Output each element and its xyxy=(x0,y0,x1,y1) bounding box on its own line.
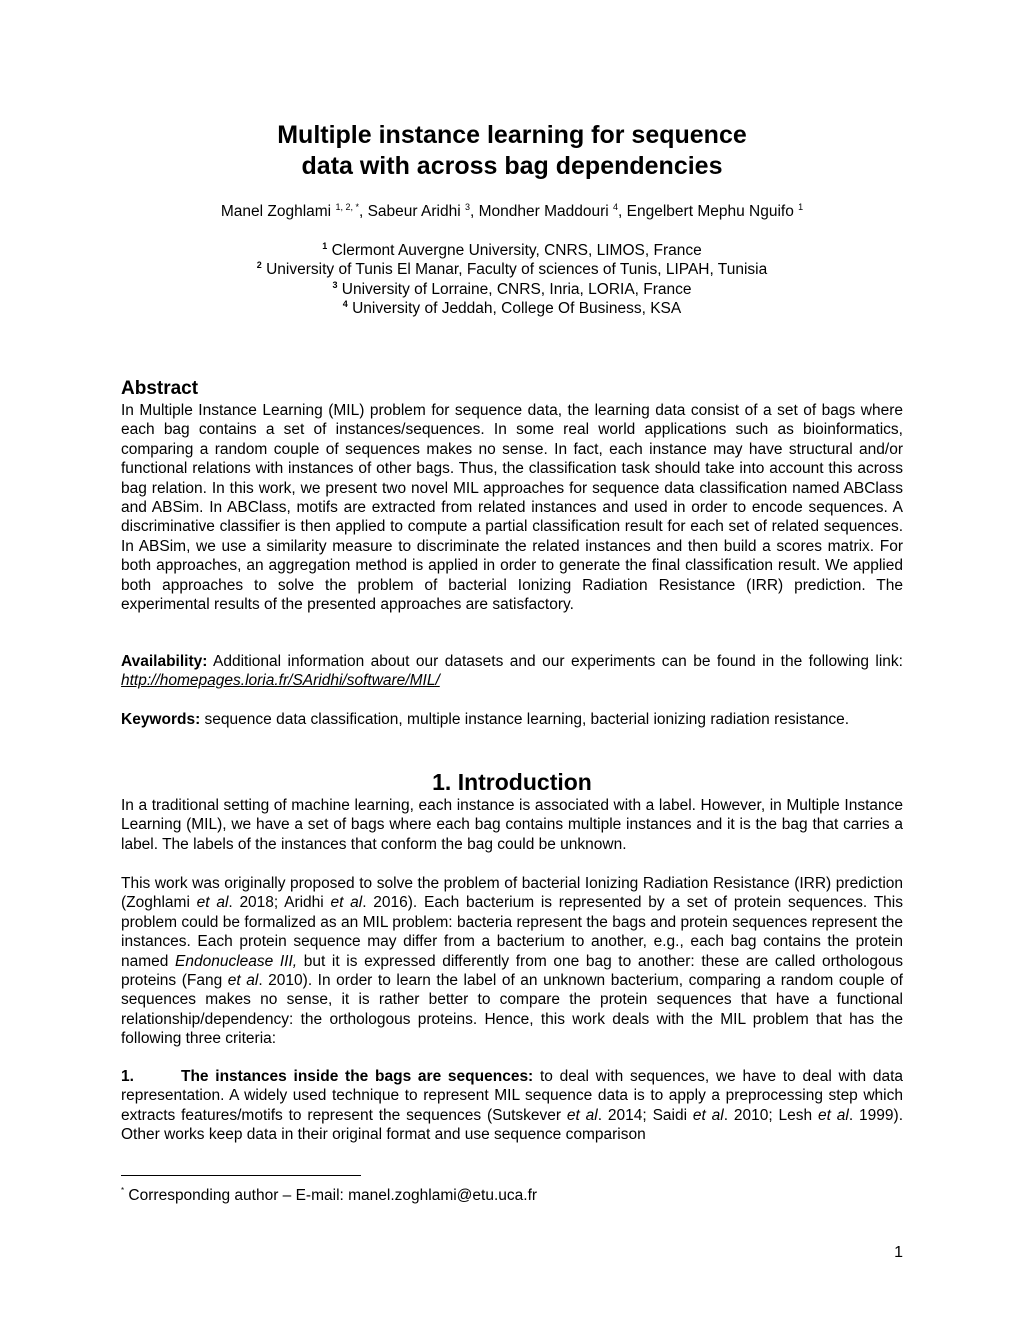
abstract-body: In Multiple Instance Learning (MIL) problem for sequence data, the learning data consist of a set of bags where each bag contains a set of instances/sequences. In some real world applications such as bioinformatics, comparing a random couple of sequences makes no sense. In fact, each instance may have structural and/or functional relations with instances of other bags. Thus, the classification task should take into account this across bag relation. In this work, we present two novel MIL approaches for sequence data classification named ABClass and ABSim. In ABClass, motifs are extracted from related instances and used in order to encode sequences. A discriminative classifier is then applied to compute a partial classification result for each set of related sequences. In ABSim, we use a similarity measure to discriminate the related instances and then build a scores matrix. For both approaches, an aggregation method is applied in order to generate the final classification result. We applied both approaches to solve the problem of bacterial Ionizing Radiation Resistance (IRR) prediction. The experimental results of the presented approaches are satisfactory. xyxy=(121,402,903,614)
keywords-paragraph: Keywords: sequence data classification, multiple instance learning, bacterial ionizing radiation resistance. xyxy=(121,711,850,728)
paper-title xyxy=(121,120,903,182)
abstract-heading: Abstract xyxy=(121,378,199,399)
author-name: Engelbert Mephu Nguifo xyxy=(626,203,794,220)
keywords-label: Keywords: xyxy=(121,711,201,728)
affiliation: $^3$ University of Lorraine, CNRS, Inria, LORIA, France xyxy=(332,279,692,298)
footnote xyxy=(121,1186,537,1205)
author-affiliation-marks: 1, 2, * xyxy=(335,202,359,212)
criterion-title: The instances inside the bags are sequences: xyxy=(181,1068,534,1085)
affiliation-list xyxy=(121,241,903,319)
footnote-text: Corresponding author – E-mail: manel.zoghlami@etu.uca.fr xyxy=(124,1187,538,1204)
author-affiliation-marks: 3 xyxy=(464,202,470,212)
intro-paragraph-2: This work was originally proposed to solve the problem of bacterial Ionizing Radiation Resistance (IRR) prediction (Zoghlami et al. 2018; Aridhi et al. 2016). Each bacterium is represented by a set of protein sequences. This problem could be formalized as an MIL problem: bacteria represent the bags and protein sequences represent the instances. Each protein sequence may differ from a bacterium to another, e.g., each bag contains the protein named Endonuclease III, but it is expressed differently from one bag to another: these are called orthologous proteins (Fang et al. 2010). In order to learn the label of an unknown bacterium, comparing a random couple of sequences makes no sense, it is rather better to compare the protein sequences that have a functional relationship/dependency: the orthologous proteins. Hence, this work deals with the MIL problem that has the following three criteria: xyxy=(121,875,904,1048)
author-affiliation-marks: 4 xyxy=(613,202,619,212)
affiliation: $^2$ University of Tunis El Manar, Faculty of sciences of Tunis, LIPAH, Tunisia xyxy=(256,260,768,279)
title-line-1: Multiple instance learning for sequence xyxy=(277,121,747,149)
footnote-divider xyxy=(121,1175,361,1176)
author-affiliation-marks: 1 xyxy=(798,202,804,212)
title-line-2: data with across bag dependencies xyxy=(301,152,723,180)
footnote-mark: * xyxy=(121,1186,125,1195)
affiliation: $^4$ University of Jeddah, College Of Business, KSA xyxy=(342,299,682,318)
author-name: Sabeur Aridhi xyxy=(367,203,461,220)
author-list: Manel Zoghlami $^{1, 2, *}$, Sabeur Aridhi $^3$, Mondher Maddouri $^4$, Engelbert Mephu Nguifo $^1$ xyxy=(220,202,804,220)
criterion-number: 1. xyxy=(121,1068,134,1085)
affiliation: $^1$ Clermont Auvergne University, CNRS, LIMOS, France xyxy=(322,241,702,259)
author-name: Mondher Maddouri xyxy=(478,203,609,220)
availability-label: Availability: xyxy=(121,653,208,670)
protein-name: Endonuclease III, xyxy=(175,952,298,970)
criterion-1-paragraph: 1. The instances inside the bags are sequences: to deal with sequences, we have to deal with data representation. A widely used technique to represent MIL sequence data is to apply a preprocessing step which extracts features/motifs to represent the sequences (Sutskever et al. 2014; Saidi et al. 2010; Lesh et al. 1999). Other works keep data in their original format and use sequence comparison xyxy=(121,1068,904,1144)
availability-paragraph: Availability: Additional information about our datasets and our experiments can be found in the following link: http://homepages.loria.fr/SAridhi/software/MIL/ xyxy=(121,653,903,690)
intro-paragraph-1: In a traditional setting of machine learning, each instance is associated with a label. However, in Multiple Instance Learning (MIL), we have a set of bags where each bag contains multiple instances and it is the bag that carries a label. The labels of the instances that conform the bag could be unknown. xyxy=(121,797,903,853)
page-number: 1 xyxy=(894,1244,903,1261)
section-heading-introduction: 1. Introduction xyxy=(432,769,592,795)
availability-link[interactable]: http://homepages.loria.fr/SAridhi/software/MIL/ xyxy=(121,672,440,690)
author-name: Manel Zoghlami xyxy=(220,203,332,220)
